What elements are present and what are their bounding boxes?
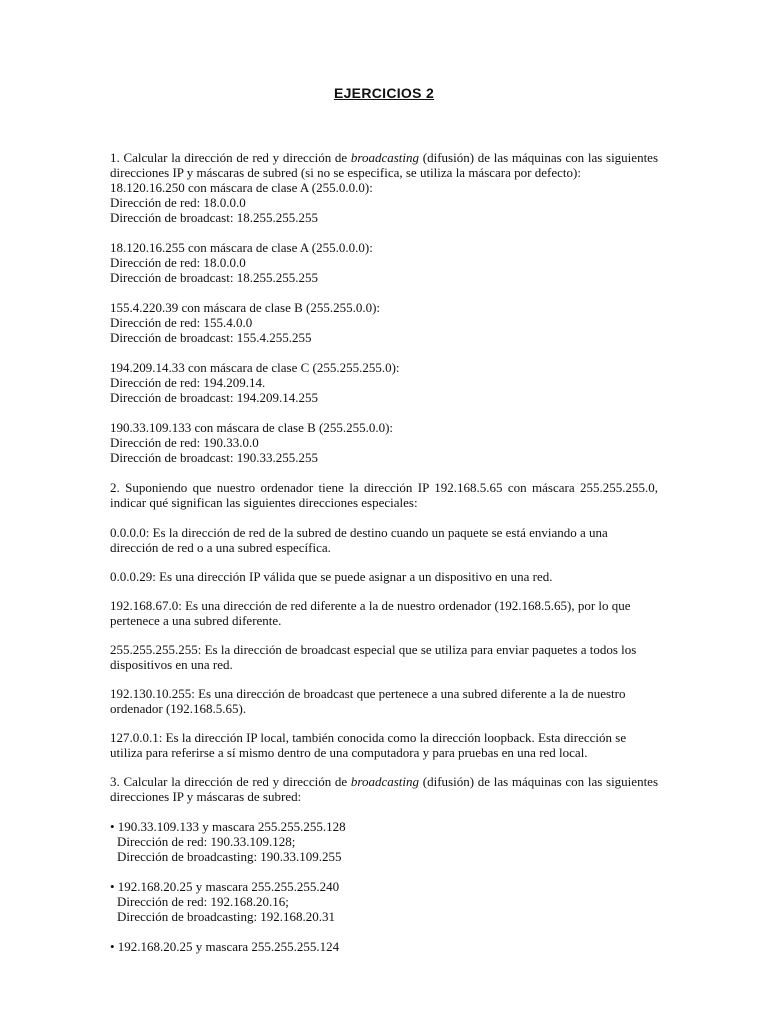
document-body [110, 150, 658, 954]
ex1-item [110, 240, 658, 285]
ex1-item [110, 180, 658, 225]
ex1-em: broadcasting [350, 150, 420, 165]
ex3-pre: 3. Calcular la dirección de red y dirección de [110, 774, 351, 789]
ex1-item [110, 360, 658, 405]
ex1-item-head: 155.4.220.39 con máscara de clase B (255.255.0.0): [110, 300, 381, 315]
ex2-item: 192.130.10.255: Es una dirección de broadcast que pertenece a una subred diferente a la de nuestro ordenador (192.168.5.65). [110, 686, 626, 716]
ex1-item-red: Dirección de red: 194.209.14. [110, 375, 266, 390]
ex3-em: broadcasting [350, 774, 420, 789]
ex1-item-head: 18.120.16.250 con máscara de clase A (255.0.0.0): [110, 180, 373, 195]
ex1-item-red: Dirección de red: 155.4.0.0 [110, 315, 253, 330]
page-title: EJERCICIOS 2 [333, 85, 435, 101]
ex3-post: (difusión) de las máquinas con las siguientes direcciones IP y máscaras de subred: [110, 774, 659, 804]
ex1-post: (difusión) de las máquinas con las siguientes direcciones IP y máscaras de subred (si no se especifica, se utiliza la máscara por defecto): [110, 150, 659, 180]
ex1-item-head: 190.33.109.133 con máscara de clase B (255.255.0.0): [110, 420, 394, 435]
exercise-3-statement [110, 774, 658, 804]
ex3-item-broadcast: Dirección de broadcasting: 190.33.109.255 [117, 849, 342, 864]
ex2-item: 255.255.255.255: Es la dirección de broadcast especial que se utiliza para enviar paquetes a todos los dispositivos en una red. [110, 642, 637, 672]
ex2-item: 192.168.67.0: Es una dirección de red diferente a la de nuestro ordenador (192.168.5.65), por lo que pertenece a una subred diferente. [110, 598, 631, 628]
ex3-item [110, 939, 658, 954]
ex3-item-broadcast: Dirección de broadcasting: 192.168.20.31 [117, 909, 336, 924]
ex1-item-broadcast: Dirección de broadcast: 18.255.255.255 [110, 210, 318, 225]
exercise-2-statement: 2. Suponiendo que nuestro ordenador tiene la dirección IP 192.168.5.65 con máscara 255.255.255.0, indicar qué significan las siguientes direcciones especiales: [110, 480, 658, 510]
ex1-item-head: 18.120.16.255 con máscara de clase A (255.0.0.0): [110, 240, 373, 255]
exercise-1-statement [110, 150, 658, 180]
ex1-item-broadcast: Dirección de broadcast: 194.209.14.255 [110, 390, 318, 405]
ex2-item: 0.0.0.0: Es la dirección de red de la subred de destino cuando un paquete se está enviando a una dirección de red o a una subred específica. [110, 525, 608, 555]
ex3-item [110, 879, 658, 924]
ex3-item-head: • 190.33.109.133 y mascara 255.255.255.128 [110, 819, 346, 834]
ex1-item-broadcast: Dirección de broadcast: 190.33.255.255 [110, 450, 318, 465]
ex2-item: 0.0.0.29: Es una dirección IP válida que se puede asignar a un dispositivo en una red. [110, 569, 553, 584]
ex1-item-red: Dirección de red: 18.0.0.0 [110, 195, 246, 210]
ex1-item [110, 420, 658, 465]
ex3-item-head: • 192.168.20.25 y mascara 255.255.255.124 [110, 939, 340, 954]
ex3-item [110, 819, 658, 864]
ex1-item-head: 194.209.14.33 con máscara de clase C (255.255.255.0): [110, 360, 400, 375]
ex1-item [110, 300, 658, 345]
ex3-item-red: Dirección de red: 190.33.109.128; [117, 834, 296, 849]
ex1-item-broadcast: Dirección de broadcast: 155.4.255.255 [110, 330, 312, 345]
ex1-item-broadcast: Dirección de broadcast: 18.255.255.255 [110, 270, 318, 285]
ex3-item-red: Dirección de red: 192.168.20.16; [117, 894, 289, 909]
ex1-item-red: Dirección de red: 190.33.0.0 [110, 435, 259, 450]
ex3-item-head: • 192.168.20.25 y mascara 255.255.255.240 [110, 879, 340, 894]
ex1-item-red: Dirección de red: 18.0.0.0 [110, 255, 246, 270]
ex1-pre: 1. Calcular la dirección de red y dirección de [110, 150, 351, 165]
ex2-item: 127.0.0.1: Es la dirección IP local, también conocida como la dirección loopback. Esta dirección se utiliza para referirse a sí mismo dentro de una computadora y para pruebas en una red local. [110, 730, 627, 760]
